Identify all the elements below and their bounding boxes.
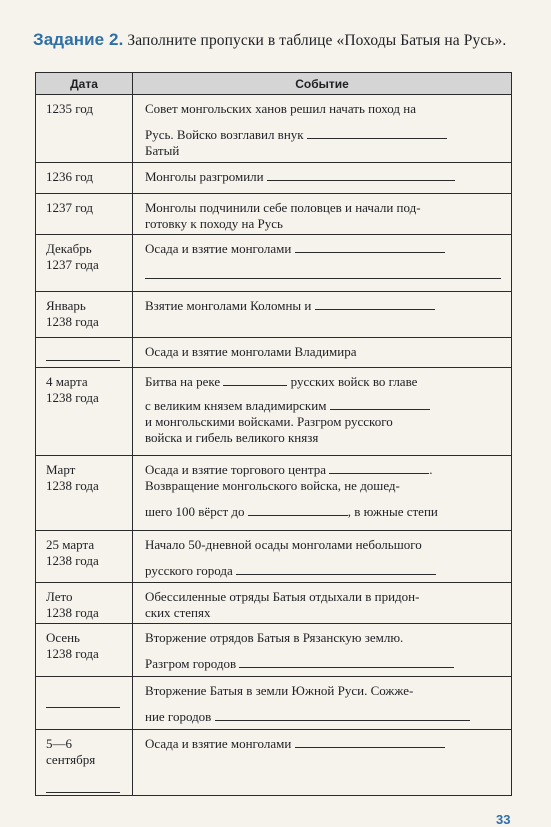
date-text: 5—6: [46, 736, 72, 751]
date-cell: [36, 624, 133, 677]
task-label: Задание 2.: [33, 30, 124, 49]
date-text: 1236 год: [46, 169, 93, 184]
date-cell: [36, 235, 133, 292]
date-text: Январь: [46, 298, 86, 313]
page-number: 33: [496, 812, 511, 827]
answer-blank[interactable]: [239, 656, 454, 668]
answer-blank[interactable]: [295, 241, 445, 253]
event-line: Русь. Войско возглавил внук: [145, 127, 304, 142]
event-cell: [133, 531, 512, 583]
answer-blank[interactable]: [329, 462, 429, 474]
table-row: [36, 531, 512, 583]
date-text: сентября: [46, 752, 96, 767]
event-cell: [133, 235, 512, 292]
answer-blank[interactable]: [267, 169, 455, 181]
event-line: Осада и взятие монголами Владимира: [145, 344, 357, 359]
event-line: русских войск во главе: [290, 374, 418, 389]
date-cell: [36, 368, 133, 456]
table-row: [36, 194, 512, 235]
campaigns-table: [35, 72, 512, 796]
date-text: Лето: [46, 589, 73, 604]
date-text: 1238 года: [46, 478, 99, 493]
event-line: и монгольскими войсками. Разгром русского: [145, 414, 393, 429]
event-cell: [133, 163, 512, 194]
table-row: [36, 677, 512, 730]
answer-blank[interactable]: [307, 127, 447, 139]
date-cell: [36, 194, 133, 235]
event-line: Монголы разгромили: [145, 169, 264, 184]
answer-blank[interactable]: [215, 709, 470, 721]
date-cell: [36, 531, 133, 583]
event-line: Вторжение Батыя в земли Южной Руси. Сожже-: [145, 683, 414, 698]
header-date: Дата: [36, 73, 133, 95]
event-line: ских степях: [145, 605, 211, 620]
event-cell: [133, 456, 512, 531]
table-row: [36, 292, 512, 338]
event-cell: [133, 95, 512, 163]
answer-blank[interactable]: [295, 736, 445, 748]
date-text: 1238 года: [46, 646, 99, 661]
table-row: [36, 163, 512, 194]
date-text: Март: [46, 462, 76, 477]
event-line: Битва на реке: [145, 374, 221, 389]
answer-blank[interactable]: [330, 398, 430, 410]
date-cell: [36, 95, 133, 163]
table-row: [36, 583, 512, 624]
event-cell: [133, 624, 512, 677]
event-line: Батый: [145, 143, 180, 158]
date-text: 1237 год: [46, 200, 93, 215]
date-text: Осень: [46, 630, 80, 645]
table-row: [36, 368, 512, 456]
date-cell: [36, 677, 133, 730]
date-text: 25 марта: [46, 537, 95, 552]
answer-blank[interactable]: [145, 265, 501, 279]
event-line: с великим князем владимирским: [145, 398, 327, 413]
header-event: Событие: [133, 73, 512, 95]
event-line: русского города: [145, 563, 233, 578]
event-cell: [133, 194, 512, 235]
answer-blank[interactable]: [236, 563, 436, 575]
date-text: 1238 года: [46, 605, 99, 620]
event-line: Начало 50-дневной осады монголами небольшого: [145, 537, 422, 552]
event-line: Совет монгольских ханов решил начать поход на: [145, 101, 416, 116]
date-text: 1235 год: [46, 101, 93, 116]
event-line: Возвращение монгольского войска, не дошед-: [145, 478, 400, 493]
date-text: 1237 года: [46, 257, 99, 272]
event-line: Осада и взятие монголами: [145, 736, 292, 751]
event-line: войска и гибель великого князя: [145, 430, 319, 445]
table-row: [36, 235, 512, 292]
event-line: Осада и взятие торгового центра: [145, 462, 326, 477]
event-line: Разгром городов: [145, 656, 237, 671]
answer-blank[interactable]: [248, 504, 348, 516]
date-cell: [36, 292, 133, 338]
answer-blank[interactable]: [315, 298, 435, 310]
event-line: Взятие монголами Коломны и: [145, 298, 312, 313]
date-text: Декабрь: [46, 241, 92, 256]
task-text: Заполните пропуски в таблице «Походы Батыя на Русь».: [123, 32, 507, 49]
event-line: Осада и взятие монголами: [145, 241, 292, 256]
date-cell: [36, 163, 133, 194]
table-row: [36, 456, 512, 531]
date-blank[interactable]: [46, 695, 120, 708]
task-heading: [33, 30, 523, 50]
event-line: готовку к походу на Русь: [145, 216, 283, 231]
date-text: 1238 года: [46, 553, 99, 568]
event-line: ние городов: [145, 709, 212, 724]
event-cell: [133, 368, 512, 456]
date-text: 1238 года: [46, 390, 99, 405]
table-header-row: [36, 73, 512, 95]
event-line: .: [429, 462, 433, 477]
event-cell: [133, 730, 512, 796]
answer-blank[interactable]: [223, 374, 287, 386]
event-cell: [133, 292, 512, 338]
date-cell: [36, 456, 133, 531]
date-blank[interactable]: [46, 348, 120, 361]
date-text: 1238 года: [46, 314, 99, 329]
table-row: [36, 95, 512, 163]
event-line: , в южные степи: [347, 504, 438, 519]
event-cell: [133, 583, 512, 624]
event-cell: [133, 338, 512, 368]
event-line: шего 100 вёрст до: [145, 504, 245, 519]
table-row: [36, 730, 512, 796]
date-cell: [36, 730, 133, 796]
event-line: Обессиленные отряды Батыя отдыхали в придон-: [145, 589, 420, 604]
table-row: [36, 338, 512, 368]
date-text: 4 марта: [46, 374, 88, 389]
event-cell: [133, 677, 512, 730]
date-blank[interactable]: [46, 780, 120, 793]
table-row: [36, 624, 512, 677]
date-cell: [36, 583, 133, 624]
event-line: Вторжение отрядов Батыя в Рязанскую землю.: [145, 630, 404, 645]
event-line: Монголы подчинили себе половцев и начали под-: [145, 200, 421, 215]
date-cell: [36, 338, 133, 368]
